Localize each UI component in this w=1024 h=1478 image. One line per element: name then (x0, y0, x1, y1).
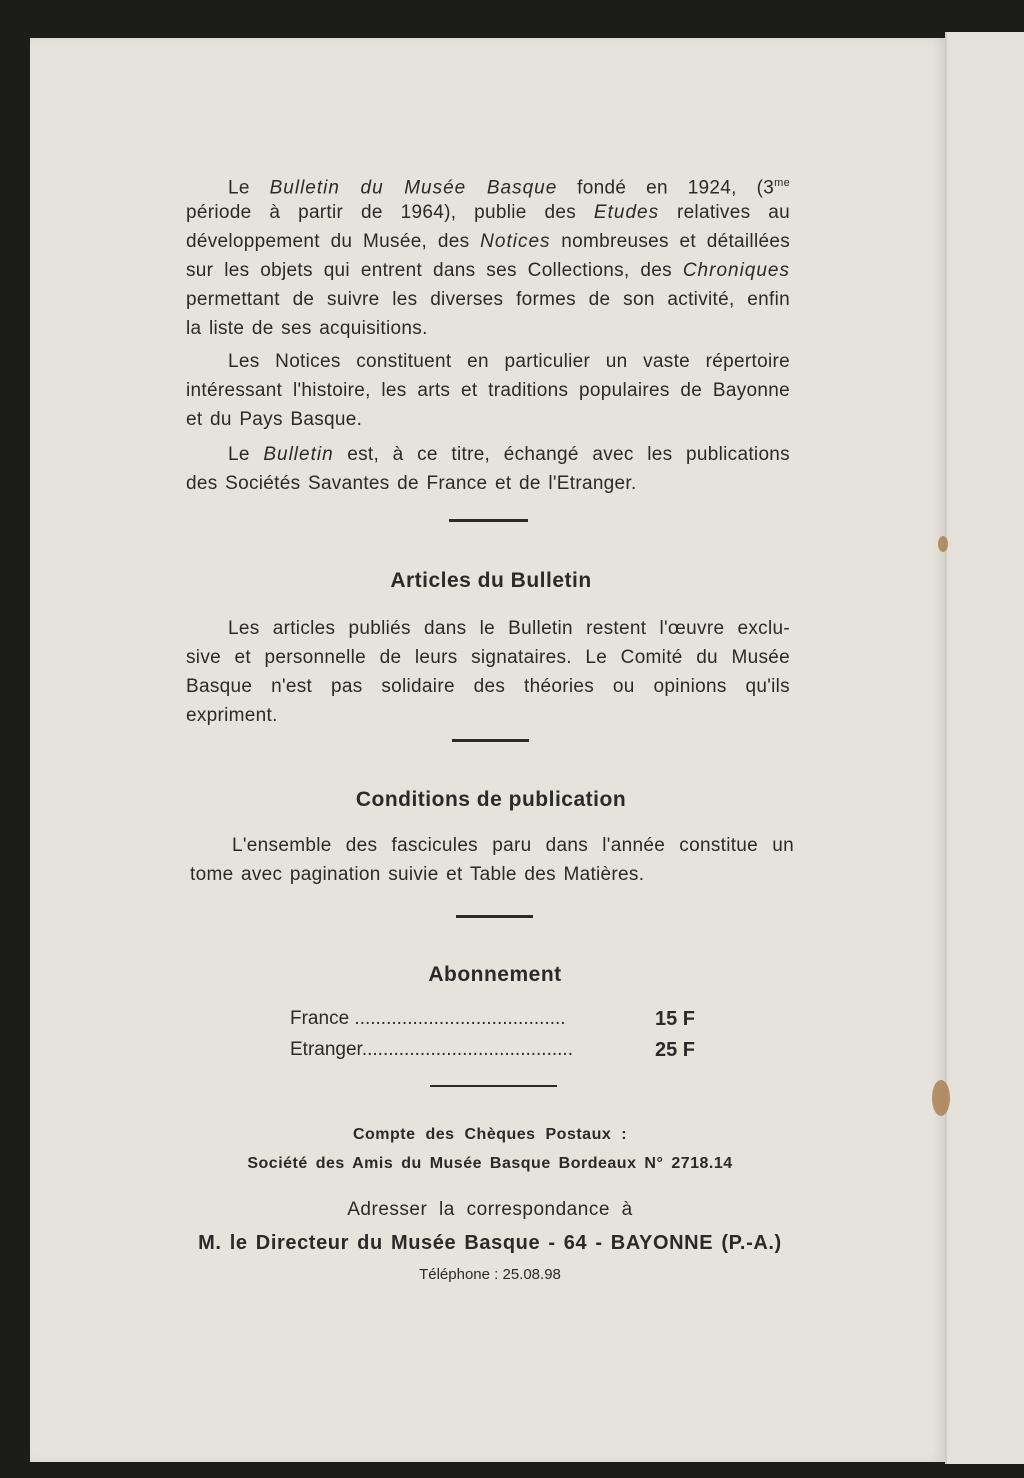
telephone: Téléphone : 25.08.98 (419, 1266, 561, 1283)
text-segment: Le (228, 177, 270, 199)
text-segment: fondé en 1924, (3 (557, 177, 775, 199)
text-segment: période à partir de 1964), publie des (186, 202, 594, 223)
director-address: M. le Directeur du Musée Basque - 64 - BAYONNE (P.-A.) (198, 1232, 782, 1254)
heading-abonnement: Abonnement (428, 963, 562, 986)
text-segment: Le (228, 444, 264, 466)
text-line (186, 614, 790, 643)
text-segment: Les Notices constituent en particulier un vaste répertoire (228, 351, 790, 373)
paragraph (186, 614, 790, 730)
heading-conditions: Conditions de publication (355, 788, 627, 811)
text-segment: est, à ce titre, échangé avec les publications (333, 444, 790, 466)
price-label: Etranger........................................ (290, 1039, 573, 1060)
italic-text: Notices (480, 231, 551, 252)
text-line (190, 860, 794, 889)
price-row-france (290, 1008, 700, 1031)
text-line (186, 347, 790, 376)
paper-stain (932, 1080, 950, 1116)
paragraph (186, 440, 790, 498)
text-line (190, 831, 794, 860)
text-segment: relatives au (659, 202, 790, 223)
text-line (186, 227, 790, 256)
italic-text: Chroniques (682, 260, 790, 281)
text-segment: intéressant l'histoire, les arts et traditions populaires de Bayonne (186, 380, 790, 402)
price-label: France ........................................ (290, 1008, 566, 1029)
text-segment: L'ensemble des fascicules paru dans l'année constitue un (232, 835, 794, 856)
price-row-etranger (290, 1039, 700, 1062)
text-line (186, 376, 790, 405)
paper-stain (938, 536, 948, 552)
paragraph (186, 169, 790, 343)
divider (452, 739, 529, 742)
text-segment: la liste de ses acquisitions. (186, 318, 428, 339)
text-line (186, 701, 790, 730)
divider (430, 1085, 557, 1087)
text-segment: permettant de suivre les diverses formes de son activité, enfin (186, 289, 790, 310)
divider (449, 519, 528, 522)
text-segment: Les articles publiés dans le Bulletin restent l'œuvre exclu- (228, 618, 790, 639)
text-line (186, 198, 790, 227)
text-segment: sive et personnelle de leurs signataires. Le Comité du Musée (186, 647, 790, 668)
price-value: 25 F (655, 1039, 696, 1061)
text-segment: et du Pays Basque. (186, 409, 363, 431)
text-segment: nombreuses et détaillées (550, 231, 790, 252)
adjacent-page-edge (945, 32, 1024, 1464)
text-segment: Basque n'est pas solidaire des théories ou opinions qu'ils (186, 676, 790, 697)
text-line (186, 405, 790, 434)
text-line (186, 285, 790, 314)
italic-text: Bulletin (263, 444, 334, 466)
divider (456, 915, 533, 918)
societe-account: Société des Amis du Musée Basque Bordeaux N° 2718.14 (247, 1155, 733, 1172)
cheques-postaux: Compte des Chèques Postaux : (352, 1126, 628, 1143)
text-segment: tome avec pagination suivie et Table des Matières. (190, 864, 645, 885)
heading-articles: Articles du Bulletin (390, 569, 592, 592)
text-segment: développement du Musée, des (186, 231, 481, 252)
text-line (186, 440, 790, 469)
text-line (186, 256, 790, 285)
text-segment: des Sociétés Savantes de France et de l'Etranger. (186, 473, 637, 495)
italic-text: Bulletin du Musée Basque (269, 177, 558, 199)
text-segment: sur les objets qui entrent dans ses Collections, des (186, 260, 683, 281)
price-value: 15 F (655, 1008, 696, 1030)
text-line (186, 169, 790, 198)
paragraph (186, 347, 790, 434)
italic-text: Etudes (593, 202, 660, 223)
text-line (186, 643, 790, 672)
text-line (186, 314, 790, 343)
text-segment: me (774, 177, 790, 189)
text-line (186, 469, 790, 498)
text-line (186, 672, 790, 701)
text-segment: expriment. (186, 705, 278, 726)
address-intro: Adresser la correspondance à (347, 1199, 633, 1220)
paragraph (190, 831, 794, 889)
